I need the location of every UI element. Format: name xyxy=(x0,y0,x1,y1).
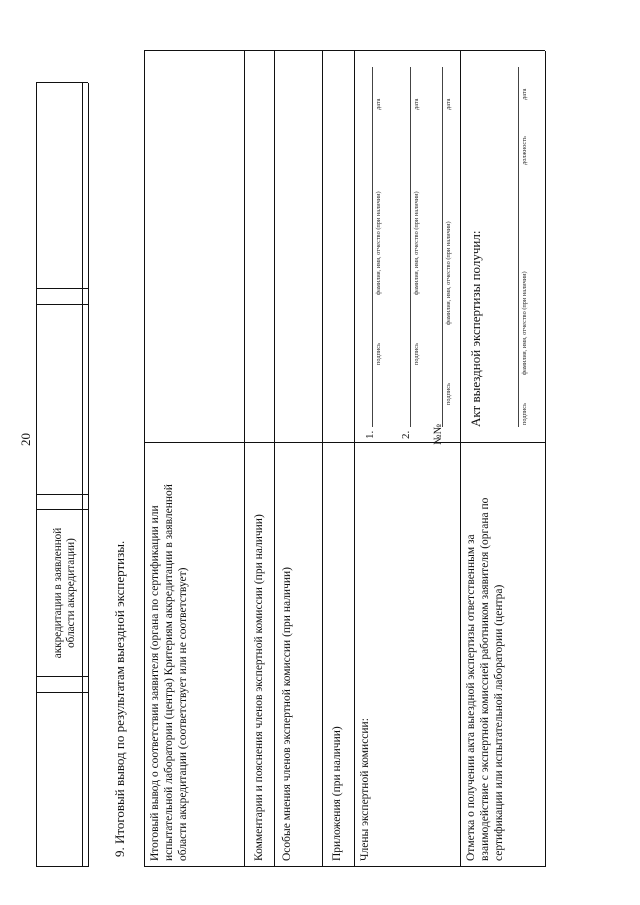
top-table-border-top xyxy=(36,83,37,867)
top-table-divider xyxy=(36,304,88,305)
act-received-date-caption: дата xyxy=(521,88,528,100)
row-conclusion-label: Итоговый вывод о соответствии заявителя (органа по сертификации или испытательной лаборатории (центра) Критериям аккредитации в заявленной области аккредитации (соответствует или не соответствует) xyxy=(149,484,189,861)
member-2-number: 2. xyxy=(400,430,412,439)
main-table-row-line xyxy=(274,51,275,867)
main-table-row-line xyxy=(460,51,461,867)
row-members-label: Члены экспертной комиссии: xyxy=(359,718,371,861)
member-2-signature-caption: подпись xyxy=(413,343,420,365)
top-table-divider xyxy=(36,866,88,867)
section-9-heading: 9. Итоговый вывод по результатам выездной экспертизы. xyxy=(112,540,127,857)
page-number: 20 xyxy=(18,433,33,446)
member-nn-signature-line xyxy=(442,67,443,427)
member-1-date-caption: дата xyxy=(375,98,382,110)
top-table-divider xyxy=(36,288,88,289)
member-nn-number: №№ xyxy=(432,424,444,445)
act-received-name-caption: фамилия, имя, отчество (при наличии) xyxy=(521,271,528,375)
main-table-row-line xyxy=(322,51,323,867)
main-table-border-top xyxy=(144,51,145,867)
top-table-divider xyxy=(36,692,88,693)
member-nn-name-caption: фамилия, имя, отчество (при наличии) xyxy=(445,221,452,325)
main-table-right-border xyxy=(144,50,545,51)
top-table-divider xyxy=(36,494,88,495)
row-special-opinions-label: Особые мнения членов экспертной комиссии (при наличии) xyxy=(281,566,293,861)
member-2-name-caption: фамилия, имя, отчество (при наличии) xyxy=(413,191,420,295)
act-received-signature-caption: подпись xyxy=(521,403,528,425)
member-1-name-caption: фамилия, имя, отчество (при наличии) xyxy=(375,191,382,295)
member-2-signature-line xyxy=(410,67,411,427)
top-table-divider xyxy=(36,82,88,83)
member-nn-signature-caption: подпись xyxy=(445,383,452,405)
top-table-divider xyxy=(36,676,88,677)
act-received-label: Акт выездной экспертизы получил: xyxy=(468,230,483,427)
top-table-border-bottom xyxy=(82,83,83,867)
main-table-row-line xyxy=(244,51,245,867)
act-received-signature-line xyxy=(518,67,519,427)
member-nn-date-caption: дата xyxy=(445,98,452,110)
row-comments-label: Комментарии и пояснения членов экспертной комиссии (при наличии) xyxy=(253,514,265,861)
top-table-header-text: аккредитации в заявленной области аккредитации) xyxy=(52,527,77,659)
member-1-signature-line xyxy=(372,67,373,427)
main-table-left-border xyxy=(144,866,545,867)
top-table-divider xyxy=(36,509,88,510)
act-received-position-caption: должность xyxy=(521,136,528,165)
member-1-number: 1. xyxy=(364,430,376,439)
member-1-signature-caption: подпись xyxy=(375,343,382,365)
main-table-column-divider xyxy=(144,442,545,443)
row-appendices-label: Приложения (при наличии) xyxy=(331,726,343,861)
main-table-row-line xyxy=(354,51,355,867)
row-receipt-label: Отметка о получении акта выездной экспертизы ответственным за взаимодействие с экспертной комиссией работником заявителя (органа по сертификации или испытательной лаборатории (центра) xyxy=(465,497,505,861)
member-2-date-caption: дата xyxy=(413,98,420,110)
document-sheet xyxy=(0,45,640,905)
top-table-border-bottom-2 xyxy=(88,83,89,867)
main-table-border-bottom xyxy=(545,51,546,867)
